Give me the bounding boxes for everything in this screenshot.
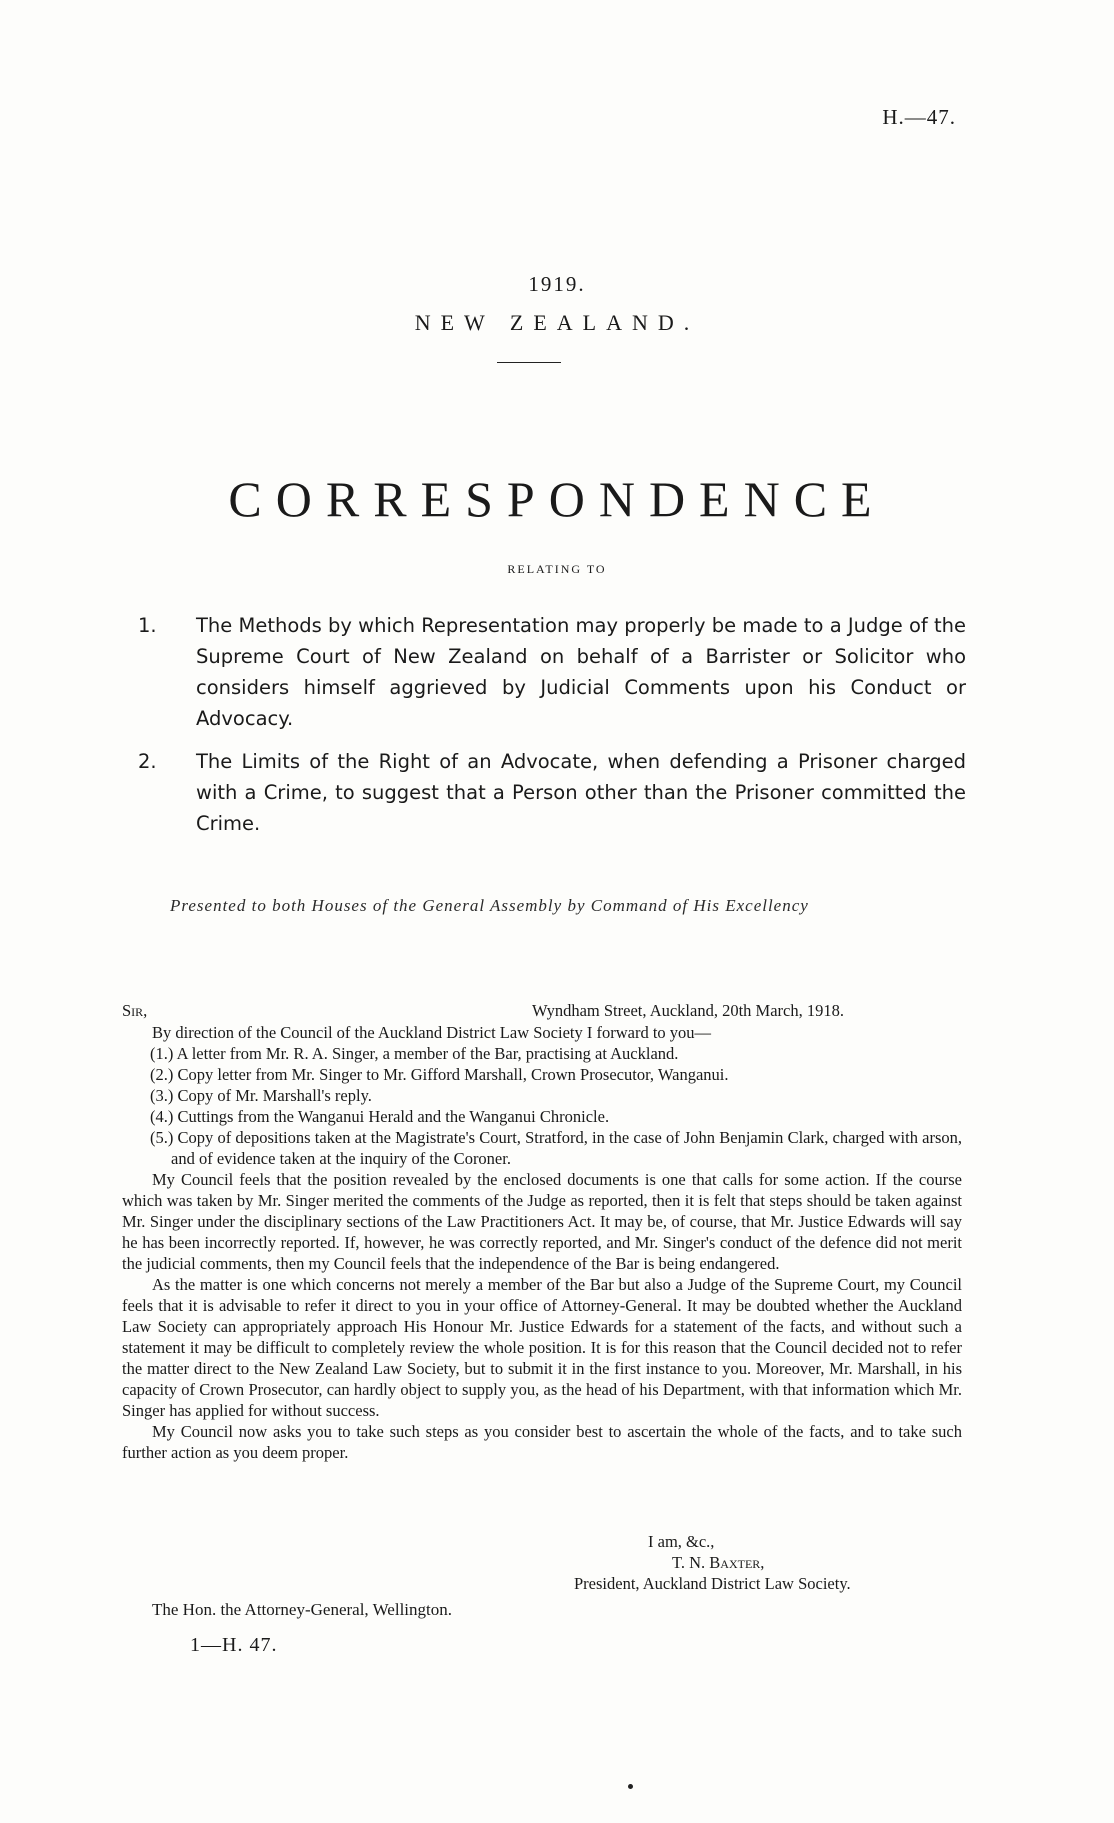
letter-paragraph: My Council now asks you to take such steps as you consider best to ascertain the whole of the facts, and to take such further action as you deem proper.	[122, 1422, 962, 1462]
enclosure-item: (4.) Cuttings from the Wanganui Herald and the Wanganui Chronicle.	[150, 1107, 610, 1126]
signature-name	[672, 1553, 764, 1573]
letter-address-date: Wyndham Street, Auckland, 20th March, 1918.	[532, 1001, 844, 1020]
presentation-note: Presented to both Houses of the General Assembly by Command of His Excellency	[170, 896, 809, 915]
document-reference: H.—47.	[882, 105, 956, 129]
signature-name-text: T. N. Baxter,	[672, 1553, 765, 1572]
enclosure-item: (2.) Copy letter from Mr. Singer to Mr. Gifford Marshall, Crown Prosecutor, Wanganui.	[150, 1065, 729, 1084]
letter-closing: I am, &c.,	[648, 1532, 715, 1551]
page-mark	[628, 1784, 633, 1789]
letter-intro: By direction of the Council of the Auckland District Law Society I forward to you—	[152, 1023, 712, 1042]
document-title: CORRESPONDENCE	[228, 471, 886, 527]
sheet-number: 1—H. 47.	[190, 1634, 278, 1656]
year: 1919.	[528, 272, 586, 296]
country-heading: NEW ZEALAND.	[414, 310, 700, 335]
subject-item-number: 2.	[138, 750, 157, 773]
letter-paragraph: As the matter is one which concerns not merely a member of the Bar but also a Judge of the Supreme Court, my Council feels that it is advisable to refer it direct to you in your office of Attorney-General. It may be doubted whether the Auckland Law Society can appropriately approach His Honour Mr. Justice Edwards for a statement of the facts, and without such a statement it may be difficult to completely review the whole position. It is for this reason that the Council decided not to refer the matter direct to the New Zealand Law Society, but to submit it in the first instance to you. Moreover, Mr. Marshall, in his capacity of Crown Prosecutor, can hardly object to supply you, as the head of his Department, with that information which Mr. Singer has applied for without success.	[122, 1275, 962, 1420]
subject-item-2	[138, 746, 966, 840]
relating-to-label: RELATING TO	[507, 562, 607, 576]
enclosure-item: (1.) A letter from Mr. R. A. Singer, a member of the Bar, practising at Auckland.	[150, 1044, 679, 1063]
subject-item-1	[138, 610, 966, 734]
salutation: Sir,	[122, 1001, 148, 1020]
subject-item-number: 1.	[138, 614, 157, 637]
subject-item-text: The Methods by which Representation may properly be made to a Judge of the Supreme Court of New Zealand on behalf of a Barrister or Solicitor who considers himself aggrieved by Judicial Comments upon his Conduct or Advocacy.	[196, 614, 966, 730]
subject-item-text: The Limits of the Right of an Advocate, when defending a Prisoner charged with a Crime, to suggest that a Person other than the Prisoner committed the Crime.	[196, 750, 966, 835]
letter-paragraph: My Council feels that the position revealed by the enclosed documents is one that calls for some action. If the course which was taken by Mr. Singer merited the comments of the Judge as reported, then it is felt that steps should be taken against Mr. Singer under the disciplinary sections of the Law Practitioners Act. It may be, of course, that Mr. Justice Edwards will say he has been incorrectly reported. If, however, he was correctly reported, and Mr. Singer's conduct of the defence did not merit the judicial comments, then my Council feels that the independence of the Bar is being endangered.	[122, 1170, 962, 1273]
heading-divider	[497, 362, 561, 363]
letter-body	[122, 1022, 962, 1463]
signature-title: President, Auckland District Law Society.	[574, 1574, 851, 1593]
enclosure-item: (3.) Copy of Mr. Marshall's reply.	[150, 1086, 372, 1105]
enclosure-item: (5.) Copy of depositions taken at the Magistrate's Court, Stratford, in the case of John Benjamin Clark, charged with arson, and of evidence taken at the inquiry of the Coroner.	[150, 1128, 962, 1168]
addressee: The Hon. the Attorney-General, Wellington.	[152, 1600, 452, 1619]
